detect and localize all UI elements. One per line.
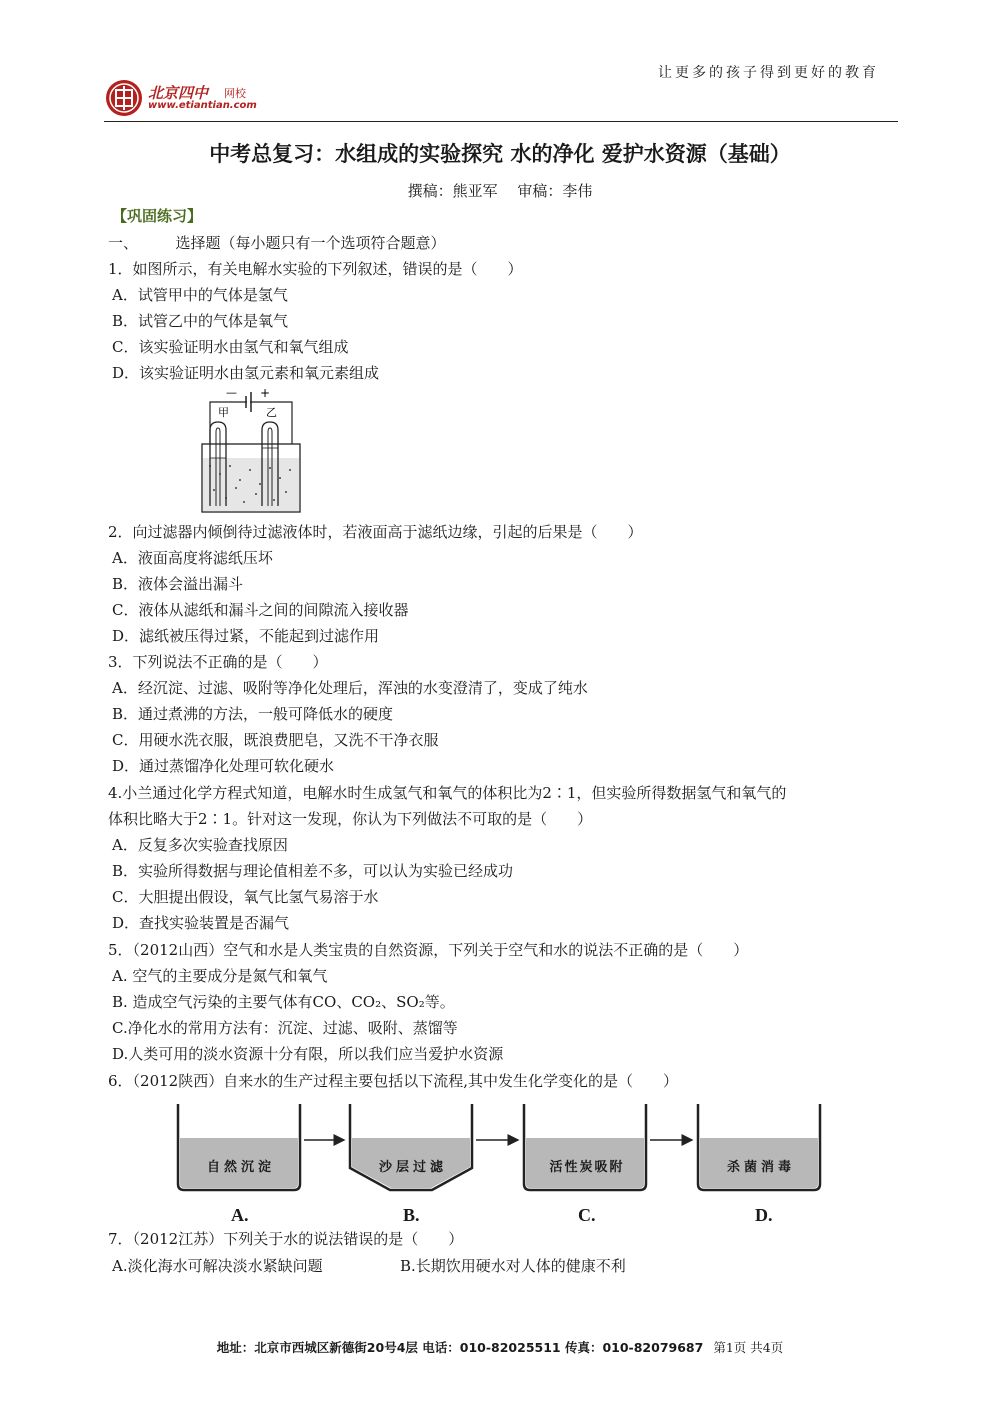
header-divider xyxy=(104,121,898,122)
question-7-option-b: B.长期饮用硬水对人体的健康不利 xyxy=(400,1257,626,1275)
question-4-option-d: D．查找实验装置是否漏气 xyxy=(112,914,290,932)
plus-sign: + xyxy=(260,386,271,400)
question-4-option-b: B．实验所得数据与理论值相差不多，可以认为实验已经成功 xyxy=(112,862,514,880)
question-5-option-d: D.人类可用的淡水资源十分有限，所以我们应当爱护水资源 xyxy=(112,1045,504,1063)
question-4-option-a: A．反复多次实验查找原因 xyxy=(112,836,288,854)
flow-step-b-text: 沙层过滤 xyxy=(378,1160,447,1175)
page-footer xyxy=(0,1338,1000,1356)
flow-step-d-text: 杀菌消毒 xyxy=(726,1160,795,1175)
question-5-stem: 5．（2012山西）空气和水是人类宝贵的自然资源，下列关于空气和水的说法不正确的是（ ） xyxy=(108,941,749,959)
question-4-stem-line2: 体积比略大于2∶1。针对这一发现，你认为下列做法不可取的是（ ） xyxy=(108,810,593,828)
question-1-stem: 1．如图所示，有关电解水实验的下列叙述，错误的是（ ） xyxy=(108,260,523,278)
footer-page-number: 第1页 共4页 xyxy=(713,1340,784,1355)
question-7-stem: 7．（2012江苏）下列关于水的说法错误的是（ ） xyxy=(108,1230,464,1248)
header-slogan: 让更多的孩子得到更好的教育 xyxy=(658,65,879,81)
authors-line: 撰稿：熊亚军 审稿：李伟 xyxy=(407,182,593,200)
question-3-option-b: B．通过煮沸的方法，一般可降低水的硬度 xyxy=(112,705,394,723)
question-2-option-b: B．液体会溢出漏斗 xyxy=(112,575,244,593)
question-1-option-b: B．试管乙中的气体是氧气 xyxy=(112,312,289,330)
flow-step-d-label: D. xyxy=(755,1205,773,1225)
flow-step-a-text: 自然沉淀 xyxy=(206,1160,275,1175)
question-6-stem: 6．（2012陕西）自来水的生产过程主要包括以下流程,其中发生化学变化的是（ ） xyxy=(108,1072,678,1090)
question-3-stem: 3．下列说法不正确的是（ ） xyxy=(108,653,328,671)
school-logo-icon xyxy=(104,78,144,118)
electrolysis-diagram xyxy=(196,386,306,514)
question-2-option-c: C．液体从滤纸和漏斗之间的间隙流入接收器 xyxy=(112,601,409,619)
question-2-stem: 2．向过滤器内倾倒待过滤液体时，若液面高于滤纸边缘，引起的后果是（ ） xyxy=(108,523,643,541)
question-5-option-a: A. 空气的主要成分是氮气和氧气 xyxy=(112,967,328,985)
logo-sub: 网校 xyxy=(224,87,246,100)
page-title: 中考总复习：水组成的实验探究 水的净化 爱护水资源（基础） xyxy=(209,142,791,166)
question-4-stem-line1: 4.小兰通过化学方程式知道，电解水时生成氢气和氧气的体积比为2∶1，但实验所得数据氢气和氧气的 xyxy=(108,784,787,802)
question-3-option-d: D．通过蒸馏净化处理可软化硬水 xyxy=(112,757,335,775)
question-4-option-c: C．大胆提出假设，氧气比氢气易溶于水 xyxy=(112,888,379,906)
question-2-option-a: A．液面高度将滤纸压坏 xyxy=(112,549,273,567)
question-7-option-a: A.淡化海水可解决淡水紧缺问题 xyxy=(112,1257,323,1275)
question-3-option-a: A．经沉淀、过滤、吸附等净化处理后，浑浊的水变澄清了，变成了纯水 xyxy=(112,679,588,697)
school-logo xyxy=(104,78,284,118)
question-3-option-c: C．用硬水洗衣服，既浪费肥皂，又洗不干净衣服 xyxy=(112,731,439,749)
tube-right-label: 乙 xyxy=(266,406,277,419)
part-heading: 一、 选择题（每小题只有一个选项符合题意） xyxy=(108,234,446,252)
minus-sign: — xyxy=(226,386,237,399)
footer-address: 地址：北京市西城区新德街20号4层 电话：010-82025511 传真：010-82079687 xyxy=(216,1340,704,1355)
flow-step-b-label: B. xyxy=(403,1205,420,1225)
flow-step-c-text: 活性炭吸附 xyxy=(549,1160,625,1175)
water-treatment-flowchart xyxy=(170,1098,830,1198)
question-1-option-d: D．该实验证明水由氢元素和氧元素组成 xyxy=(112,364,380,382)
question-5-option-b: B. 造成空气污染的主要气体有CO、CO₂、SO₂等。 xyxy=(112,993,455,1011)
question-1-option-c: C．该实验证明水由氢气和氧气组成 xyxy=(112,338,349,356)
flow-step-c-label: C. xyxy=(578,1205,596,1225)
question-2-option-d: D．滤纸被压得过紧，不能起到过滤作用 xyxy=(112,627,380,645)
section-heading: 【巩固练习】 xyxy=(112,207,203,225)
question-5-option-c: C.净化水的常用方法有：沉淀、过滤、吸附、蒸馏等 xyxy=(112,1019,458,1037)
flow-step-a-label: A. xyxy=(231,1205,249,1225)
question-1-option-a: A．试管甲中的气体是氢气 xyxy=(112,286,288,304)
logo-url: www.etiantian.com xyxy=(148,100,257,111)
tube-left-label: 甲 xyxy=(218,406,229,419)
logo-name: 北京四中 xyxy=(148,84,209,102)
